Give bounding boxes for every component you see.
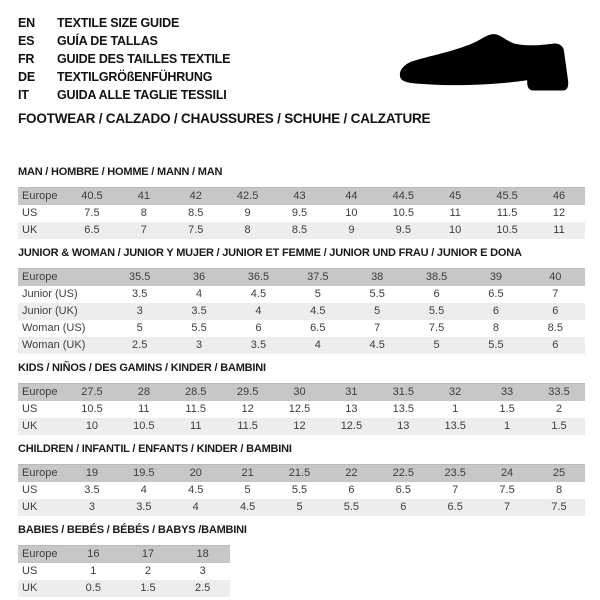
table-row: [18, 222, 585, 239]
size-value-cell: 7: [552, 288, 559, 300]
legend-title: GUIDA ALLE TAGLIE TESSILI: [57, 88, 227, 102]
table-row: [18, 580, 230, 597]
size-value-cell: 22.5: [392, 467, 414, 479]
size-value-cell: 18: [196, 548, 209, 560]
size-table-section: [18, 165, 586, 239]
table-row: [18, 384, 585, 402]
table-row: [18, 546, 230, 564]
row-label: UK: [22, 420, 38, 432]
size-value-cell: 5.5: [191, 322, 207, 334]
size-value-cell: 5.5: [369, 288, 385, 300]
size-value-cell: 38.5: [425, 271, 448, 283]
size-value-cell: 10.5: [81, 403, 103, 415]
size-value-cell: 4.5: [310, 305, 326, 317]
size-value-cell: 6: [400, 501, 407, 513]
size-value-cell: 7.5: [428, 322, 445, 334]
size-value-cell: 10.5: [496, 224, 518, 236]
size-value-cell: 13: [345, 403, 358, 415]
row-label: Europe: [22, 548, 58, 560]
size-value-cell: 6: [255, 322, 262, 334]
size-value-cell: 10.5: [133, 420, 155, 432]
size-value-cell: 46: [552, 190, 566, 202]
size-value-cell: 4.5: [250, 288, 267, 300]
size-value-cell: 4.5: [239, 501, 256, 513]
size-value-cell: 2.5: [195, 582, 211, 594]
size-value-cell: 3: [196, 339, 203, 351]
size-table-title: MAN / HOMBRE / HOMME / MANN / MAN: [18, 166, 223, 178]
row-label: Europe: [22, 190, 58, 202]
row-label: Woman (US): [22, 322, 86, 334]
size-value-cell: 7: [374, 322, 381, 334]
size-value-cell: 7.5: [188, 224, 204, 236]
size-value-cell: 40.5: [81, 190, 103, 202]
size-value-cell: 1.5: [499, 403, 515, 415]
row-label: UK: [22, 224, 38, 236]
size-value-cell: 0.5: [85, 582, 101, 594]
size-value-cell: 6: [348, 484, 355, 496]
size-table-section: [18, 246, 586, 354]
legend-title: GUÍA DE TALLAS: [57, 34, 158, 48]
table-row: [18, 286, 585, 303]
size-value-cell: 5: [136, 322, 143, 334]
size-value-cell: 31.5: [392, 386, 414, 398]
size-value-cell: 16: [87, 548, 100, 560]
size-value-cell: 7.5: [551, 501, 567, 513]
size-value-cell: 42: [189, 190, 202, 202]
size-table-section: [18, 523, 586, 597]
size-value-cell: 4.5: [369, 339, 385, 351]
size-table-title: KIDS / NIÑOS / DES GAMINS / KINDER / BAMBINI: [18, 362, 266, 374]
size-value-cell: 40: [549, 271, 562, 283]
size-value-cell: 10: [449, 224, 462, 236]
row-label: Woman (UK): [22, 339, 86, 351]
size-value-cell: 7: [452, 484, 459, 496]
size-value-cell: 19.5: [133, 467, 155, 479]
size-value-cell: 41: [137, 190, 150, 202]
language-code: ES: [18, 34, 35, 48]
size-value-cell: 7.5: [499, 484, 515, 496]
size-tables: [18, 165, 586, 597]
size-value-cell: 32: [449, 386, 462, 398]
size-value-cell: 19: [85, 467, 99, 479]
size-table-section: [18, 361, 586, 435]
size-table: [18, 464, 585, 516]
size-table-section: [18, 442, 586, 516]
size-value-cell: 11: [553, 224, 565, 236]
row-label: Europe: [22, 467, 58, 479]
size-value-cell: 3.5: [250, 339, 267, 351]
size-value-cell: 6: [552, 305, 559, 317]
table-row: [18, 205, 585, 222]
row-label: Junior (UK): [22, 305, 78, 317]
size-value-cell: 12: [293, 420, 306, 432]
size-value-cell: 7: [140, 224, 147, 236]
legend-title: GUIDE DES TAILLES TEXTILE: [57, 52, 231, 66]
row-label: US: [22, 207, 38, 219]
size-table: [18, 545, 230, 597]
size-value-cell: 36.5: [247, 271, 270, 283]
size-value-cell: 11: [190, 420, 202, 432]
size-value-cell: 12.5: [288, 403, 311, 415]
size-value-cell: 45.5: [496, 190, 518, 202]
size-value-cell: 5: [296, 501, 303, 513]
size-value-cell: 3.5: [136, 501, 152, 513]
size-value-cell: 37.5: [307, 271, 329, 283]
size-value-cell: 4: [192, 501, 199, 513]
size-value-cell: 2: [144, 565, 152, 577]
size-value-cell: 29.5: [236, 386, 259, 398]
row-label: Europe: [22, 271, 58, 283]
size-table: [18, 187, 585, 239]
size-value-cell: 22: [345, 467, 358, 479]
size-value-cell: 44: [345, 190, 358, 202]
size-value-cell: 12.5: [340, 420, 363, 432]
row-label: US: [22, 403, 38, 415]
size-value-cell: 9: [244, 207, 251, 219]
size-value-cell: 45: [449, 190, 462, 202]
size-value-cell: 11: [449, 207, 461, 219]
size-value-cell: 3: [199, 565, 206, 577]
size-value-cell: 11.5: [185, 403, 207, 415]
size-value-cell: 3.5: [191, 305, 207, 317]
size-value-cell: 13.5: [444, 420, 466, 432]
size-value-cell: 8: [140, 207, 147, 219]
size-value-cell: 4: [255, 305, 262, 317]
size-value-cell: 1: [452, 403, 459, 415]
size-value-cell: 10: [85, 420, 99, 432]
language-code: IT: [18, 88, 29, 102]
size-value-cell: 28.5: [185, 386, 207, 398]
size-value-cell: 8.5: [291, 224, 308, 236]
size-value-cell: 33.5: [548, 386, 570, 398]
language-code: EN: [18, 16, 35, 30]
table-row: [18, 563, 230, 580]
size-value-cell: 20: [189, 467, 202, 479]
size-value-cell: 24: [500, 467, 514, 479]
size-value-cell: 8: [492, 322, 499, 334]
table-row: [18, 482, 585, 499]
size-value-cell: 39: [489, 271, 503, 283]
table-row: [18, 499, 585, 516]
size-value-cell: 3: [136, 305, 143, 317]
size-value-cell: 25: [552, 467, 566, 479]
size-value-cell: 3.5: [132, 288, 148, 300]
size-value-cell: 6: [492, 305, 499, 317]
size-value-cell: 8: [244, 224, 251, 236]
size-table-title: JUNIOR & WOMAN / JUNIOR Y MUJER / JUNIOR ET FEMME / JUNIOR UND FRAU / JUNIOR E DONA: [18, 247, 522, 259]
dress-shoe-icon: [399, 30, 575, 94]
table-row: [18, 418, 585, 435]
size-value-cell: 38: [371, 271, 384, 283]
size-value-cell: 1.5: [140, 582, 156, 594]
size-value-cell: 7.5: [84, 207, 100, 219]
language-code: FR: [18, 52, 35, 66]
legend-title: TEXTILE SIZE GUIDE: [57, 16, 180, 30]
size-value-cell: 4: [196, 288, 203, 300]
size-value-cell: 7: [504, 501, 511, 513]
size-value-cell: 8.5: [188, 207, 204, 219]
size-value-cell: 33: [500, 386, 514, 398]
size-value-cell: 6.5: [84, 224, 100, 236]
size-value-cell: 3: [88, 501, 95, 513]
size-value-cell: 4: [140, 484, 147, 496]
size-value-cell: 2.5: [132, 339, 148, 351]
size-value-cell: 8.5: [547, 322, 563, 334]
size-value-cell: 9.5: [291, 207, 308, 219]
row-label: UK: [22, 582, 38, 594]
table-row: [18, 401, 585, 418]
size-value-cell: 6.5: [488, 288, 504, 300]
size-value-cell: 11.5: [496, 207, 518, 219]
size-value-cell: 27.5: [81, 386, 103, 398]
size-value-cell: 8: [555, 484, 563, 496]
row-label: US: [22, 484, 38, 496]
size-value-cell: 5: [244, 484, 251, 496]
size-value-cell: 6: [552, 339, 559, 351]
size-value-cell: 35.5: [128, 271, 151, 283]
table-row: [18, 188, 585, 206]
size-value-cell: 36: [192, 271, 206, 283]
size-value-cell: 44.5: [392, 190, 414, 202]
size-value-cell: 13.5: [392, 403, 414, 415]
size-value-cell: 12: [241, 403, 254, 415]
size-value-cell: 6.5: [310, 322, 326, 334]
size-value-cell: 5.5: [291, 484, 308, 496]
size-value-cell: 4: [314, 339, 321, 351]
size-value-cell: 11.5: [237, 420, 258, 432]
size-value-cell: 9.5: [395, 224, 411, 236]
size-value-cell: 13: [397, 420, 410, 432]
row-label: UK: [22, 501, 38, 513]
size-value-cell: 6.5: [447, 501, 463, 513]
table-row: [18, 320, 585, 337]
size-value-cell: 5.5: [488, 339, 504, 351]
size-value-cell: 42.5: [236, 190, 259, 202]
table-row: [18, 337, 585, 354]
table-row: [18, 465, 585, 483]
size-value-cell: 17: [141, 548, 155, 560]
size-value-cell: 2: [555, 403, 563, 415]
size-value-cell: 5: [314, 288, 321, 300]
size-value-cell: 10: [345, 207, 358, 219]
size-value-cell: 10.5: [392, 207, 414, 219]
size-value-cell: 6: [433, 288, 440, 300]
size-value-cell: 5: [374, 305, 381, 317]
size-value-cell: 23.5: [444, 467, 466, 479]
table-row: [18, 303, 585, 320]
language-code: DE: [18, 70, 35, 84]
size-table-title: CHILDREN / INFANTIL / ENFANTS / KINDER / BAMBINI: [18, 443, 292, 455]
size-value-cell: 1: [90, 565, 97, 577]
size-value-cell: 21: [241, 467, 254, 479]
size-value-cell: 1: [504, 420, 511, 432]
legend-title: TEXTILGRÖßENFÜHRUNG: [57, 70, 213, 84]
size-value-cell: 6.5: [395, 484, 411, 496]
size-value-cell: 43: [293, 190, 306, 202]
size-value-cell: 30: [293, 386, 306, 398]
size-value-cell: 31: [345, 386, 358, 398]
size-value-cell: 3.5: [84, 484, 100, 496]
row-label: Europe: [22, 386, 58, 398]
size-value-cell: 21.5: [288, 467, 311, 479]
size-value-cell: 5.5: [343, 501, 360, 513]
size-value-cell: 5.5: [428, 305, 445, 317]
size-table-title: BABIES / BEBÉS / BÉBÉS / BABYS /BAMBINI: [18, 524, 247, 536]
row-label: Junior (US): [22, 288, 78, 300]
size-value-cell: 4.5: [188, 484, 204, 496]
size-value-cell: 11: [138, 403, 150, 415]
size-value-cell: 9: [348, 224, 355, 236]
size-value-cell: 12: [552, 207, 566, 219]
row-label: US: [22, 565, 38, 577]
table-row: [18, 269, 585, 287]
size-table: [18, 383, 585, 435]
size-value-cell: 1.5: [551, 420, 567, 432]
size-value-cell: 5: [433, 339, 440, 351]
size-table: [18, 268, 585, 354]
category-heading: FOOTWEAR / CALZADO / CHAUSSURES / SCHUHE / CALZATURE: [18, 111, 431, 126]
size-value-cell: 28: [137, 386, 150, 398]
